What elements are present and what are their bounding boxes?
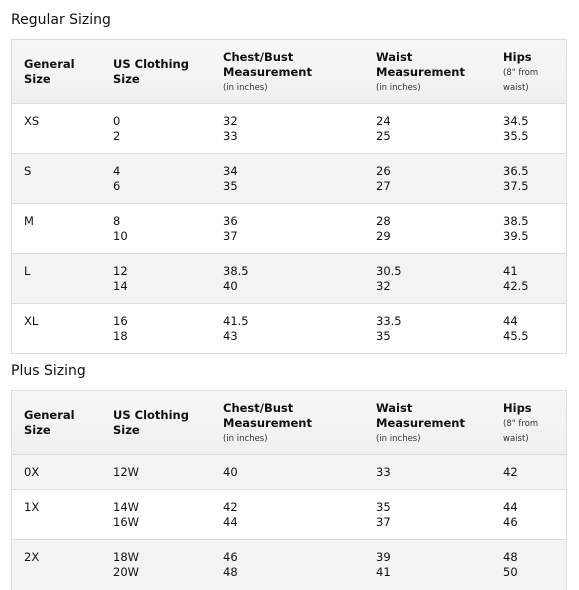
- chest-cell: 38.5 40: [223, 264, 249, 293]
- hips-cell: 42: [503, 465, 518, 479]
- waist-cell: 39 41: [376, 550, 391, 579]
- us-size-cell: 14W 16W: [113, 500, 140, 529]
- us-size-cell: 4 6: [113, 164, 121, 193]
- chest-cell: 32 33: [223, 114, 238, 143]
- us-size-cell: 0 2: [113, 114, 121, 143]
- regular-sizing-title: Regular Sizing: [11, 12, 111, 28]
- header-us-clothing-size: US Clothing Size: [113, 408, 189, 437]
- header-us-clothing-size: US Clothing Size: [113, 57, 189, 86]
- waist-cell: 26 27: [376, 164, 391, 193]
- general-size-cell: 1X: [24, 500, 40, 514]
- table-row: [12, 154, 566, 204]
- waist-cell: 30.5 32: [376, 264, 402, 293]
- plus-sizing-table: [11, 390, 567, 590]
- hips-cell: 38.5 39.5: [503, 214, 529, 243]
- hips-cell: 41 42.5: [503, 264, 529, 293]
- chest-cell: 42 44: [223, 500, 238, 529]
- header-chest-bust: Chest/Bust Measurement (in inches): [223, 401, 312, 444]
- chest-cell: 34 35: [223, 164, 238, 193]
- table-header-row: [12, 391, 566, 455]
- header-chest-bust: Chest/Bust Measurement (in inches): [223, 50, 312, 93]
- waist-cell: 33: [376, 465, 391, 479]
- us-size-cell: 16 18: [113, 314, 128, 343]
- table-row: [12, 540, 566, 590]
- chest-cell: 36 37: [223, 214, 238, 243]
- table-row: [12, 490, 566, 540]
- hips-cell: 34.5 35.5: [503, 114, 529, 143]
- general-size-cell: 2X: [24, 550, 40, 564]
- table-row: [12, 254, 566, 304]
- hips-cell: 44 45.5: [503, 314, 529, 343]
- general-size-cell: M: [24, 214, 34, 228]
- table-row: [12, 204, 566, 254]
- waist-cell: 33.5 35: [376, 314, 402, 343]
- hips-cell: 44 46: [503, 500, 518, 529]
- plus-sizing-title: Plus Sizing: [11, 363, 86, 379]
- us-size-cell: 8 10: [113, 214, 128, 243]
- hips-cell: 48 50: [503, 550, 518, 579]
- header-hips: Hips (8" from waist): [503, 50, 539, 93]
- general-size-cell: 0X: [24, 465, 40, 479]
- us-size-cell: 12 14: [113, 264, 128, 293]
- header-general-size: General Size: [24, 408, 75, 437]
- header-waist: Waist Measurement (in inches): [376, 401, 465, 444]
- table-row: [12, 304, 566, 353]
- table-header-row: [12, 40, 566, 104]
- waist-cell: 35 37: [376, 500, 391, 529]
- table-row: [12, 104, 566, 154]
- general-size-cell: XL: [24, 314, 39, 328]
- header-waist: Waist Measurement (in inches): [376, 50, 465, 93]
- regular-sizing-table: [11, 39, 567, 354]
- general-size-cell: XS: [24, 114, 40, 128]
- waist-cell: 24 25: [376, 114, 391, 143]
- hips-cell: 36.5 37.5: [503, 164, 529, 193]
- table-row: [12, 455, 566, 490]
- header-general-size: General Size: [24, 57, 75, 86]
- us-size-cell: 18W 20W: [113, 550, 140, 579]
- general-size-cell: L: [24, 264, 31, 278]
- waist-cell: 28 29: [376, 214, 391, 243]
- chest-cell: 41.5 43: [223, 314, 249, 343]
- us-size-cell: 12W: [113, 465, 140, 479]
- chest-cell: 46 48: [223, 550, 238, 579]
- general-size-cell: S: [24, 164, 32, 178]
- header-hips: Hips (8" from waist): [503, 401, 539, 444]
- chest-cell: 40: [223, 465, 238, 479]
